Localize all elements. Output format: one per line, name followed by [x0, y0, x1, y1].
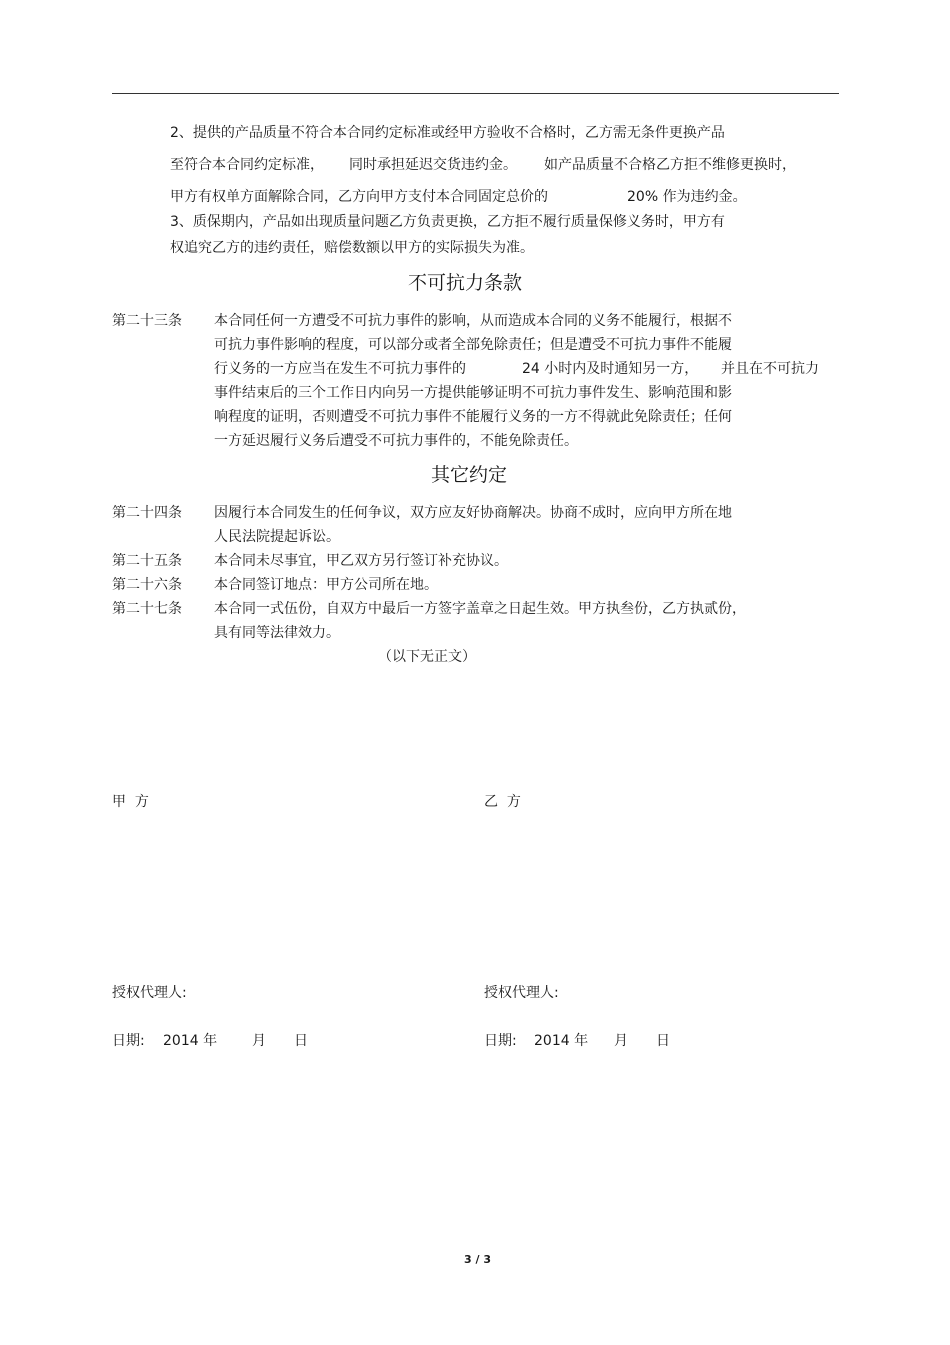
party-b-date-year: 2014 年: [534, 1033, 589, 1049]
end-of-text-note: （以下无正文）: [378, 649, 476, 665]
article-25-text: 本合同未尽事宜，甲乙双方另行签订补充协议。: [214, 553, 508, 569]
article-23-line3a: 行义务的一方应当在发生不可抗力事件的: [214, 361, 466, 377]
article-23-number: 第二十三条: [112, 313, 182, 329]
article-23-line4: 事件结束后的三个工作日内向另一方提供能够证明不可抗力事件发生、影响范围和影: [214, 385, 732, 401]
party-b-date-day: 日: [656, 1033, 670, 1049]
article-23-line6: 一方延迟履行义务后遭受不可抗力事件的，不能免除责任。: [214, 433, 578, 449]
section-heading-force-majeure: 不可抗力条款: [408, 272, 523, 294]
party-a-date-month: 月: [252, 1033, 266, 1049]
item2-line1: 2、提供的产品质量不符合本合同约定标准或经甲方验收不合格时，乙方需无条件更换产品: [170, 125, 725, 141]
article-26-text: 本合同签订地点：甲方公司所在地。: [214, 577, 438, 593]
article-27-line2: 具有同等法律效力。: [214, 625, 340, 641]
item2-line2a: 至符合本合同约定标准，: [170, 157, 324, 173]
party-b-agent-label: 授权代理人:: [484, 985, 559, 1001]
article-23-line3b: 24 小时内及时通知另一方，: [522, 361, 699, 377]
party-a-agent-label: 授权代理人:: [112, 985, 187, 1001]
article-24-line1: 因履行本合同发生的任何争议，双方应友好协商解决。协商不成时，应向甲方所在地: [214, 505, 732, 521]
article-23-line3c: 并且在不可抗力: [721, 361, 819, 377]
article-24-number: 第二十四条: [112, 505, 182, 521]
item2-line3a: 甲方有权单方面解除合同，乙方向甲方支付本合同固定总价的: [170, 189, 548, 205]
item2-line3b: 20% 作为违约金。: [627, 189, 747, 205]
party-a-date-year: 2014 年: [163, 1033, 218, 1049]
item3-line2: 权追究乙方的违约责任，赔偿数额以甲方的实际损失为准。: [170, 240, 534, 256]
party-a-label: 甲 方: [112, 794, 149, 810]
party-b-date-label: 日期:: [484, 1033, 517, 1049]
article-23-line2: 可抗力事件影响的程度，可以部分或者全部免除责任；但是遭受不可抗力事件不能履: [214, 337, 732, 353]
article-26-number: 第二十六条: [112, 577, 182, 593]
article-23-line5: 响程度的证明，否则遭受不可抗力事件不能履行义务的一方不得就此免除责任；任何: [214, 409, 732, 425]
section-heading-other: 其它约定: [431, 464, 508, 486]
item3-line1: 3、质保期内，产品如出现质量问题乙方负责更换，乙方拒不履行质量保修义务时，甲方有: [170, 214, 725, 230]
party-a-date-label: 日期:: [112, 1033, 145, 1049]
item2-line2c: 如产品质量不合格乙方拒不维修更换时，: [544, 157, 796, 173]
party-b-date-month: 月: [614, 1033, 628, 1049]
item2-line2b: 同时承担延迟交货违约金。: [349, 157, 517, 173]
page-number: 3 / 3: [464, 1253, 491, 1266]
party-b-label: 乙 方: [484, 794, 521, 810]
article-25-number: 第二十五条: [112, 553, 182, 569]
article-27-number: 第二十七条: [112, 601, 182, 617]
article-27-line1: 本合同一式伍份，自双方中最后一方签字盖章之日起生效。甲方执叁份，乙方执贰份，: [214, 601, 746, 617]
header-rule: [112, 93, 839, 94]
party-a-date-day: 日: [294, 1033, 308, 1049]
article-23-line1: 本合同任何一方遭受不可抗力事件的影响，从而造成本合同的义务不能履行，根据不: [214, 313, 732, 329]
article-24-line2: 人民法院提起诉讼。: [214, 529, 340, 545]
